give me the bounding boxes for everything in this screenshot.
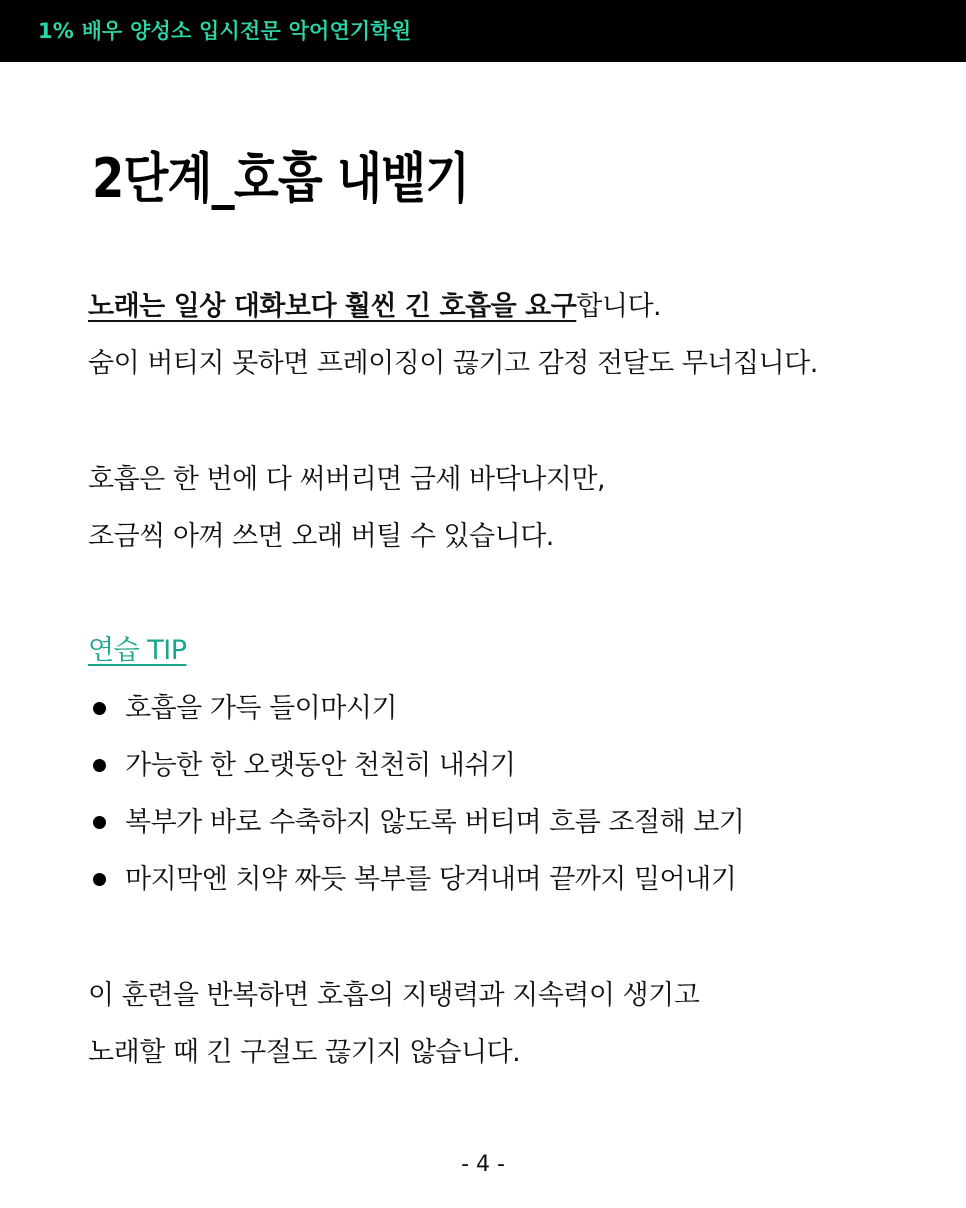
tip-text: 가능한 한 오랫동안 천천히 내쉬기: [125, 750, 516, 781]
tip-text: 복부가 바로 수축하지 않도록 버티며 흐름 조절해 보기: [125, 807, 745, 838]
analogy-paragraph: [88, 451, 605, 565]
intro-line-1: [88, 278, 818, 335]
tip-text: 호흡을 가득 들이마시기: [125, 693, 397, 724]
tip-list: [88, 680, 744, 908]
list-item: [88, 680, 744, 737]
page-title: 2단계_호흡 내뱉기: [92, 147, 470, 210]
intro-emphasis: 노래는 일상 대화보다 훨씬 긴 호흡을 요구: [88, 291, 577, 322]
list-item: [88, 794, 744, 851]
page-number: - 4 -: [461, 1152, 505, 1177]
bullet-icon: [93, 759, 106, 772]
conclusion-paragraph: [88, 967, 699, 1081]
list-item: [88, 851, 744, 908]
tip-text: 마지막엔 치약 짜듯 복부를 당겨내며 끝까지 밀어내기: [125, 864, 737, 895]
tip-heading: 연습 TIP: [88, 635, 187, 666]
conclusion-line-1: 이 훈련을 반복하면 호흡의 지탱력과 지속력이 생기고: [88, 980, 700, 1011]
header-bar: [0, 0, 966, 62]
bullet-icon: [93, 816, 106, 829]
analogy-line-1: 호흡은 한 번에 다 써버리면 금세 바닥나지만,: [88, 464, 606, 495]
intro-paragraph: [88, 278, 818, 392]
bullet-icon: [93, 702, 106, 715]
brand-name: 1% 배우 양성소 입시전문 악어연기학원: [38, 19, 412, 43]
analogy-line-2: 조금씩 아껴 쓰면 오래 버틸 수 있습니다.: [88, 521, 554, 552]
bullet-icon: [93, 873, 106, 886]
intro-emphasis-tail: 합니다.: [576, 291, 662, 322]
intro-line-2: 숨이 버티지 못하면 프레이징이 끊기고 감정 전달도 무너집니다.: [88, 348, 818, 379]
conclusion-line-2: 노래할 때 긴 구절도 끊기지 않습니다.: [88, 1037, 521, 1068]
list-item: [88, 737, 744, 794]
